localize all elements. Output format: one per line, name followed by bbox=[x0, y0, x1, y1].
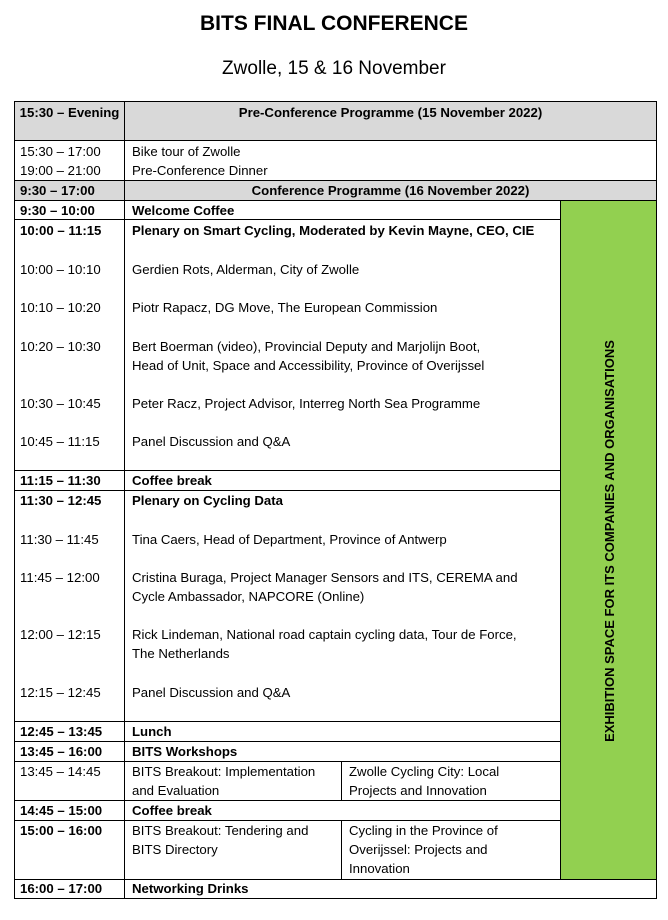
session-speaker: Piotr Rapacz, DG Move, The European Commission bbox=[132, 300, 438, 315]
session-time: 10:10 – 10:20 bbox=[20, 300, 101, 315]
drinks-time: 16:00 – 17:00 bbox=[20, 881, 103, 896]
pre-row-time: 19:00 – 21:00 bbox=[20, 163, 101, 178]
coffee-break-time: 14:45 – 15:00 bbox=[20, 803, 103, 818]
session-speaker: Tina Caers, Head of Department, Province of Antwerp bbox=[132, 532, 447, 547]
table-border-bottom bbox=[14, 898, 657, 899]
session-speaker: Peter Racz, Project Advisor, Interreg North Sea Programme bbox=[132, 396, 481, 411]
session-time: 12:00 – 12:15 bbox=[20, 627, 101, 642]
breakout-divider bbox=[341, 820, 342, 879]
session-speaker: Bert Boerman (video), Provincial Deputy and Marjolijn Boot, bbox=[132, 339, 481, 354]
breakout-divider bbox=[341, 761, 342, 800]
session-time: 10:30 – 10:45 bbox=[20, 396, 101, 411]
session-time: 10:45 – 11:15 bbox=[20, 434, 100, 449]
breakout-time: 13:45 – 14:45 bbox=[20, 764, 101, 779]
conf-header-time: 9:30 – 17:00 bbox=[20, 183, 95, 198]
session-speaker: Cristina Buraga, Project Manager Sensors and ITS, CEREMA and bbox=[132, 570, 518, 585]
session-speaker: Head of Unit, Space and Accessibility, Province of Overijssel bbox=[132, 358, 485, 373]
breakout-time: 15:00 – 16:00 bbox=[20, 823, 103, 838]
breakout-left: and Evaluation bbox=[132, 783, 220, 798]
coffee-break-text: Coffee break bbox=[132, 803, 212, 818]
session-time: 11:45 – 12:00 bbox=[20, 570, 100, 585]
session-speaker: Panel Discussion and Q&A bbox=[132, 434, 291, 449]
workshops-time: 13:45 – 16:00 bbox=[20, 744, 103, 759]
row-divider bbox=[14, 879, 657, 880]
session-time: 12:15 – 12:45 bbox=[20, 685, 101, 700]
table-border-right bbox=[656, 101, 657, 899]
plenary2-title: Plenary on Cycling Data bbox=[132, 493, 283, 508]
breakout-right: Innovation bbox=[349, 861, 410, 876]
session-speaker: Gerdien Rots, Alderman, City of Zwolle bbox=[132, 262, 360, 277]
breakout-left: BITS Breakout: Tendering and bbox=[132, 823, 309, 838]
pre-header-time: 15:30 – Evening bbox=[19, 105, 120, 120]
row-divider bbox=[14, 219, 560, 220]
lunch-time: 12:45 – 13:45 bbox=[20, 724, 103, 739]
time-column-divider bbox=[124, 101, 125, 899]
breakout-right: Cycling in the Province of bbox=[349, 823, 498, 838]
pre-row-text: Bike tour of Zwolle bbox=[132, 144, 241, 159]
document-title: BITS FINAL CONFERENCE bbox=[200, 12, 468, 35]
welcome-text: Welcome Coffee bbox=[132, 203, 235, 218]
workshops-text: BITS Workshops bbox=[132, 744, 238, 759]
pre-row-time: 15:30 – 17:00 bbox=[20, 144, 101, 159]
breakout-left: BITS Breakout: Implementation bbox=[132, 764, 316, 779]
plenary2-time: 11:30 – 12:45 bbox=[20, 493, 102, 508]
document-subtitle: Zwolle, 15 & 16 November bbox=[222, 58, 446, 79]
plenary1-time: 10:00 – 11:15 bbox=[20, 223, 102, 238]
lunch-text: Lunch bbox=[132, 724, 172, 739]
session-speaker: The Netherlands bbox=[132, 646, 230, 661]
session-time: 10:00 – 10:10 bbox=[20, 262, 101, 277]
session-time: 10:20 – 10:30 bbox=[20, 339, 101, 354]
session-speaker: Rick Lindeman, National road captain cycling data, Tour de Force, bbox=[132, 627, 517, 642]
row-divider bbox=[14, 140, 657, 141]
table-border-top bbox=[14, 101, 657, 102]
welcome-time: 9:30 – 10:00 bbox=[20, 203, 95, 218]
plenary1-title: Plenary on Smart Cycling, Moderated by Kevin Mayne, CEO, CIE bbox=[132, 223, 535, 238]
drinks-text: Networking Drinks bbox=[132, 881, 249, 896]
pre-header-label: Pre-Conference Programme (15 November 2022) bbox=[238, 105, 543, 120]
session-speaker: Panel Discussion and Q&A bbox=[132, 685, 291, 700]
breakout-left: BITS Directory bbox=[132, 842, 218, 857]
breakout-right: Projects and Innovation bbox=[349, 783, 487, 798]
breakout-right: Zwolle Cycling City: Local bbox=[349, 764, 500, 779]
breakout-right: Overijssel: Projects and bbox=[349, 842, 488, 857]
conf-header-label: Conference Programme (16 November 2022) bbox=[251, 183, 530, 198]
coffee-break-text: Coffee break bbox=[132, 473, 212, 488]
pre-row-text: Pre-Conference Dinner bbox=[132, 163, 268, 178]
coffee-break-time: 11:15 – 11:30 bbox=[20, 473, 101, 488]
session-speaker: Cycle Ambassador, NAPCORE (Online) bbox=[132, 589, 365, 604]
exhibition-label: EXHIBITION SPACE FOR ITS COMPANIES AND ORGANISATIONS bbox=[602, 340, 617, 742]
exhibition-column-divider bbox=[560, 200, 561, 879]
session-time: 11:30 – 11:45 bbox=[20, 532, 99, 547]
table-border-left bbox=[14, 101, 15, 899]
